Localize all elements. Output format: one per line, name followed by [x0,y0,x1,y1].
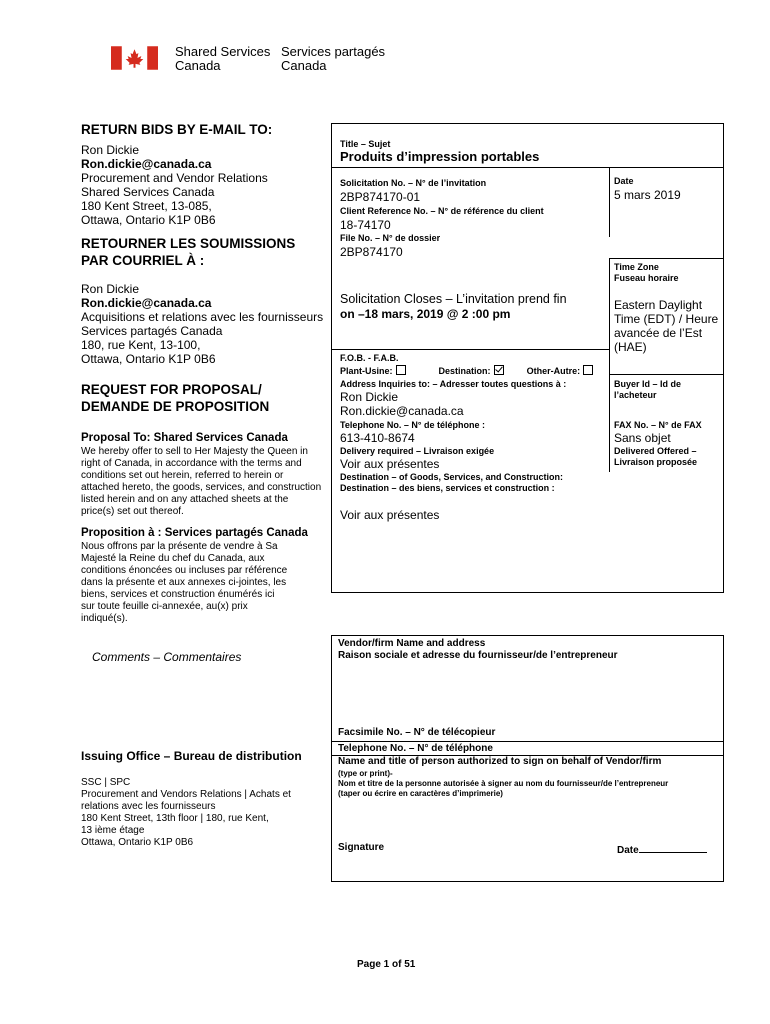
issuing-line: relations avec les fournisseurs [81,801,216,812]
issuing-line: 180 Kent Street, 13th floor | 180, rue Kent, [81,813,269,824]
divider [609,374,610,472]
timezone-value-line: avancée de l’Est [614,326,703,340]
proposition-fr-text [81,541,287,625]
retourner-line1: RETOURNER LES SOUMISSIONS [81,236,296,251]
divider [609,258,724,259]
org-en-line1: Shared Services [175,44,271,59]
proposition-fr-line: Majesté la Reine du chef du Canada, aux [81,553,265,564]
rfp-heading [81,381,269,415]
divider [331,741,724,742]
delivered-offered-line2: Livraison proposée [614,457,698,467]
return-contact-line3: 180 Kent Street, 13-085, [81,199,212,213]
timezone-label [614,262,679,284]
plant-usine-checkbox[interactable] [396,365,406,375]
org-fr-line2: Canada [281,58,327,73]
return-contact-email: Ron.dickie@canada.ca [81,157,212,171]
closes-label: Solicitation Closes – L’invitation prend fin [340,292,567,306]
delivered-offered-line1: Delivered Offered – [614,446,697,456]
rfp-line1: REQUEST FOR PROPOSAL/ [81,382,262,397]
other-autre-label: Other-Autre: [526,366,581,376]
proposition-fr-line: Nous offrons par la présente de vendre à Sa [81,541,278,552]
destination-goods-line2: Destination – des biens, services et construction : [340,483,555,493]
return-contact-block [81,143,268,227]
proposal-en-text [81,446,321,518]
buyer-id-label [614,379,681,401]
vendor-label-line1: Vendor/firm Name and address [338,638,486,649]
divider [609,374,724,375]
nom-titre-label: Nom et titre de la personne autorisée à signer au nom du fournisseur/de l’entrepreneur [338,779,669,788]
issuing-line: 13 ième étage [81,825,145,836]
retourner-contact-block [81,282,323,366]
destination-goods-line1: Destination – of Goods, Services, and Construction: [340,472,564,482]
timezone-label-line1: Time Zone [614,262,659,272]
solicitation-value: 2BP874170-01 [340,190,421,204]
date-sig-label: Date [617,845,639,856]
telephone-value: 613-410-8674 [340,431,415,445]
timezone-label-line2: Fuseau horaire [614,273,679,283]
retourner-contact-line3: 180, rue Kent, 13-100, [81,338,201,352]
return-contact-name: Ron Dickie [81,143,140,157]
date-value: 5 mars 2019 [614,188,681,202]
date-signature-field[interactable] [617,842,707,857]
return-contact-line2: Shared Services Canada [81,185,215,199]
plant-usine-label: Plant-Usine: [340,366,393,376]
title-label: Title – Sujet [340,139,391,149]
issuing-office-text [81,777,291,849]
type-print-label: (type or print)- [338,769,393,778]
issuing-line: Ottawa, Ontario K1P 0B6 [81,837,194,848]
org-name-en [175,45,270,73]
divider [331,349,609,350]
divider [331,167,724,168]
title-value: Produits d’impression portables [340,149,540,164]
proposal-en-line: right of Canada, in accordance with the terms and [81,458,302,469]
vendor-label [338,638,618,662]
date-label: Date [614,176,634,186]
retourner-contact-line2: Services partagés Canada [81,324,223,338]
retourner-contact-line1: Acquisitions et relations avec les fournisseurs [81,310,324,324]
file-label: File No. – N° de dossier [340,233,441,243]
client-ref-label: Client Reference No. – N° de référence du client [340,206,544,216]
vendor-tel-label: Telephone No. – N° de téléphone [338,743,493,754]
issuing-office-heading: Issuing Office – Bureau de distribution [81,749,302,763]
proposal-en-line: conditions set out herein, referred to herein or [81,470,284,481]
issuing-line: Procurement and Vendors Relations | Achats et [81,789,291,800]
address-name: Ron Dickie [340,390,399,404]
delivery-required-label: Delivery required – Livraison exigée [340,446,495,456]
retourner-contact-email: Ron.dickie@canada.ca [81,296,212,310]
proposal-en-line: listed herein and on any attached sheets at the [81,494,289,505]
client-ref-value: 18-74170 [340,218,391,232]
timezone-value-line: Eastern Daylight [614,298,703,312]
other-autre-checkbox[interactable] [583,365,593,375]
org-en-line2: Canada [175,58,221,73]
closes-value: on –18 mars, 2019 @ 2 :00 pm [340,307,511,321]
rfp-line2: DEMANDE DE PROPOSITION [81,399,270,414]
canada-flag-logo [111,46,158,70]
return-contact-line4: Ottawa, Ontario K1P 0B6 [81,213,216,227]
timezone-value-line: Time (EDT) / Heure [614,312,719,326]
retourner-contact-name: Ron Dickie [81,282,140,296]
delivery-required-value: Voir aux présentes [340,457,440,471]
retourner-line2: PAR COURRIEL À : [81,253,205,268]
issuing-line: SSC | SPC [81,777,131,788]
buyer-id-label-line1: Buyer Id – Id de [614,379,682,389]
solicitation-label: Solicitation No. – N° de l’invitation [340,178,487,188]
taper-label: (taper ou écrire en caractères d’imprimerie) [338,789,503,798]
org-fr-line1: Services partagés [281,44,386,59]
divider [609,167,610,237]
proposition-fr-line: biens, services et construction énumérés ici [81,589,275,600]
destination-goods-value: Voir aux présentes [340,508,440,522]
name-title-label: Name and title of person authorized to sign on behalf of Vendor/firm [338,756,662,767]
retourner-contact-line4: Ottawa, Ontario K1P 0B6 [81,352,216,366]
file-value: 2BP874170 [340,245,403,259]
timezone-value [614,298,718,354]
facsimile-label: Facsimile No. – N° de télécopieur [338,727,496,738]
comments-label: Comments – Commentaires [92,650,242,664]
proposal-en-line: attached hereto, the goods, services, and construction [81,482,322,493]
signature-label: Signature [338,842,385,853]
delivered-offered-label [614,446,697,468]
fob-label: F.O.B. - F.A.B. [340,353,399,363]
proposition-fr-line: sur toute feuille ci-annexée, au(x) prix [81,601,248,612]
divider [609,258,610,374]
proposal-en-line: We hereby offer to sell to Her Majesty the Queen in [81,446,308,457]
address-email: Ron.dickie@canada.ca [340,404,464,418]
destination-label: Destination: [438,366,491,376]
buyer-id-label-line2: l’acheteur [614,390,657,400]
telephone-label: Telephone No. – N° de téléphone : [340,420,485,430]
return-bids-heading: RETURN BIDS BY E-MAIL TO: [81,122,273,137]
destination-checkbox[interactable] [494,365,504,375]
destination-goods-label [340,472,563,494]
org-name-fr [281,45,385,73]
address-inquiries-label: Address Inquiries to: – Adresser toutes questions à : [340,379,567,389]
fax-label: FAX No. – N° de FAX [614,420,702,430]
return-contact-line1: Procurement and Vendor Relations [81,171,268,185]
fob-options [340,365,593,377]
retourner-heading [81,235,295,269]
proposition-fr-line: dans la présente et aux annexes ci-jointes, les [81,577,287,588]
vendor-label-line2: Raison sociale et adresse du fournisseur/de l’entrepreneur [338,650,618,661]
fax-value: Sans objet [614,431,671,445]
date-sig-line[interactable] [639,842,707,853]
proposition-fr-line: conditions énoncées ou incluses par référence [81,565,288,576]
proposal-to-heading: Proposal To: Shared Services Canada [81,432,288,444]
proposition-a-heading: Proposition à : Services partagés Canada [81,527,308,539]
page-number: Page 1 of 51 [357,959,416,970]
timezone-value-line: (HAE) [614,340,647,354]
proposition-fr-line: indiqué(s). [81,613,128,624]
proposal-en-line: price(s) set out thereof. [81,506,184,517]
